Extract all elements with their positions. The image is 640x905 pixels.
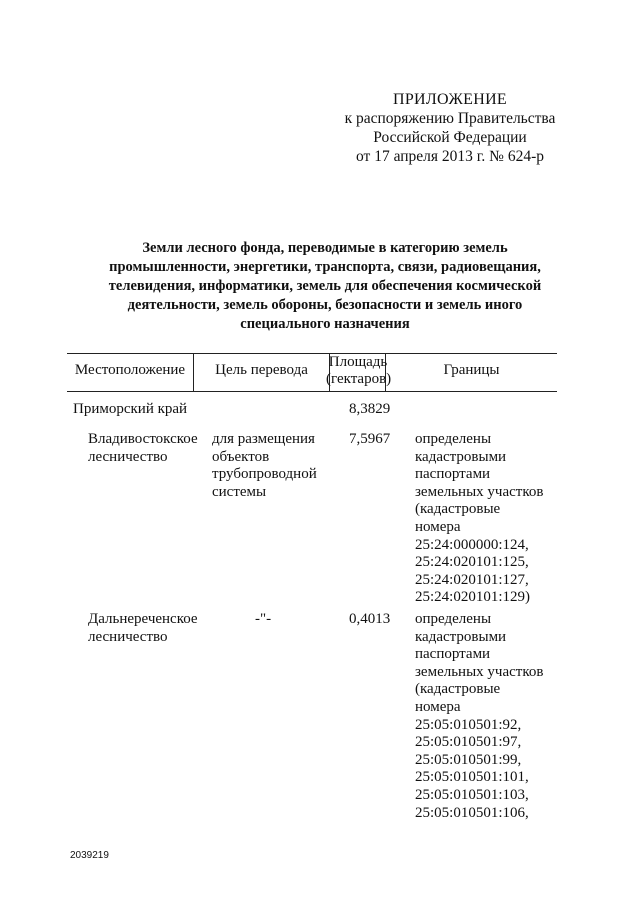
title-line: специального назначения: [240, 316, 410, 332]
document-title: [90, 239, 560, 334]
borders-line: определены: [415, 611, 492, 627]
location-line: Владивостокское: [88, 431, 198, 447]
row-borders: [415, 611, 543, 822]
borders-line: земельных участков: [415, 663, 544, 680]
row-borders: [415, 431, 543, 607]
title-line: телевидения, информатики, земель для обеспечения космической: [108, 278, 542, 294]
appendix-date-line: от 17 апреля 2013 г. № 624-р: [356, 148, 544, 165]
appendix-header: [330, 90, 570, 166]
borders-line: номера: [415, 698, 461, 715]
cadastral-number: 25:05:010501:103,: [415, 786, 529, 803]
title-line: деятельности, земель обороны, безопасности и земель иного: [127, 297, 523, 313]
region-area: 8,3829: [349, 401, 391, 417]
borders-line: паспортами: [415, 646, 491, 663]
location-line: лесничество: [88, 448, 168, 465]
cadastral-number: 25:05:010501:101,: [415, 769, 529, 786]
purpose-line: объектов: [212, 448, 270, 465]
purpose-line: для размещения: [212, 431, 315, 447]
document-number: 2039219: [70, 850, 109, 861]
row-location: [88, 611, 198, 646]
borders-line: (кадастровые: [415, 501, 501, 518]
borders-line: земельных участков: [415, 483, 544, 500]
header-area-line: Площадь: [328, 354, 388, 370]
appendix-heading: ПРИЛОЖЕНИЕ: [392, 91, 507, 108]
appendix-line: Российской Федерации: [373, 129, 527, 146]
title-line: Земли лесного фонда, переводимые в категорию земель: [142, 240, 508, 256]
cadastral-number: 25:24:020101:125,: [415, 554, 529, 571]
cadastral-number: 25:05:010501:106,: [415, 804, 529, 821]
appendix-line: к распоряжению Правительства: [344, 110, 556, 127]
borders-line: паспортами: [415, 466, 491, 483]
borders-line: кадастровыми: [415, 628, 507, 645]
header-area-line: (гектаров): [326, 371, 392, 387]
table-header-bottom-rule: [67, 391, 557, 392]
row-purpose: [212, 431, 317, 501]
row-area: 7,5967: [349, 431, 391, 447]
cadastral-number: 25:24:020101:129): [415, 589, 530, 606]
purpose-line: трубопроводной: [212, 466, 317, 483]
header-borders: Границы: [443, 362, 500, 378]
borders-line: определены: [415, 431, 492, 447]
region-name: Приморский край: [73, 401, 188, 417]
cadastral-number: 25:05:010501:97,: [415, 734, 522, 751]
cadastral-number: 25:05:010501:99,: [415, 751, 522, 768]
row-location: [88, 431, 198, 466]
location-line: Дальнереченское: [88, 611, 198, 627]
cadastral-number: 25:05:010501:92,: [415, 716, 522, 733]
cadastral-number: 25:24:000000:124,: [415, 536, 529, 553]
header-area: [326, 354, 390, 388]
borders-line: кадастровыми: [415, 448, 507, 465]
purpose-line: системы: [212, 483, 267, 500]
borders-line: (кадастровые: [415, 681, 501, 698]
table-header-top-rule: [67, 353, 557, 354]
row-area: 0,4013: [349, 611, 391, 627]
location-line: лесничество: [88, 628, 168, 645]
title-line: промышленности, энергетики, транспорта, связи, радиовещания,: [109, 259, 541, 275]
header-location: Местоположение: [74, 362, 186, 378]
borders-line: номера: [415, 518, 461, 535]
header-purpose: Цель перевода: [215, 362, 308, 378]
row-purpose-ditto: -"-: [255, 611, 272, 627]
cadastral-number: 25:24:020101:127,: [415, 571, 529, 588]
